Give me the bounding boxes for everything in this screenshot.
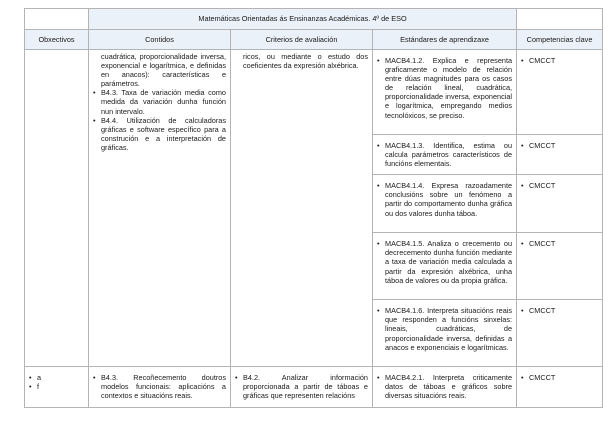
competence-item: • CMCCT — [521, 56, 598, 65]
header-objectives: Obxectivos — [25, 30, 89, 50]
criteria-item: • B4.2. Analizar información proporcionada a partir de táboas e gráficas que representen relacións — [235, 373, 368, 400]
standard-item: • MACB4.2.1. Interpreta criticamente datos de táboas e gráficos sobre diversas situacións reais. — [377, 373, 512, 400]
objectives-cell — [25, 367, 89, 407]
header-competences: Competencias clave — [517, 30, 603, 50]
standard-cell — [373, 175, 517, 233]
contents-list — [93, 88, 226, 152]
standard-cell — [373, 50, 517, 135]
criteria-cell — [231, 367, 373, 407]
objective-item: • f — [29, 382, 84, 391]
standard-cell — [373, 233, 517, 300]
standard-item: • MACB4.1.4. Expresa razoadamente conclusións sobre un fenómeno a partir do comportamento dunha gráfica ou dos valores dunha táboa. — [377, 181, 512, 217]
header-contents: Contidos — [89, 30, 231, 50]
table-row — [25, 50, 603, 135]
table-title: Matemáticas Orientadas ás Ensinanzas Académicas. 4º de ESO — [89, 9, 517, 30]
list-item: • B4.3. Taxa de variación media como medida da variación dunha función nun intervalo. — [93, 88, 226, 115]
standard-item: • MACB4.1.6. Interpreta situacións reais que responden a funcións sinxelas: lineais, cuadráticas, de proporcionalidade inversa, definidas a anacos e exponenciais e logarítmicas. — [377, 306, 512, 351]
list-item: • B4.4. Utilización de calculadoras gráficas e software específico para a construción e a interpretación de gráficas. — [93, 116, 226, 152]
title-row — [25, 9, 603, 30]
competence-item: • CMCCT — [521, 239, 598, 248]
competence-cell — [517, 300, 603, 367]
standard-item: • MACB4.1.2. Explica e representa graficamente o modelo de relación entre dúas magnitudes para os casos de relación lineal, cuadrática, proporcionalidade inversa, exponencial e logarítmica, empregando medios tecnolóxicos, se preciso. — [377, 56, 512, 120]
title-blank-cell — [25, 9, 89, 30]
competence-cell — [517, 175, 603, 233]
list-item: • B4.3. Recoñecemento doutros modelos funcionais: aplicacións a contextos e situacións reais. — [93, 373, 226, 400]
competence-cell — [517, 233, 603, 300]
competence-cell — [517, 367, 603, 407]
competence-item: • CMCCT — [521, 141, 598, 150]
standard-item: • MACB4.1.5. Analiza o crecemento ou decrecemento dunha función mediante a taxa de variación media calculada a partir da expresión alxébrica, unha táboa de valores ou da propia gráfica. — [377, 239, 512, 284]
standard-cell — [373, 300, 517, 367]
objective-item: • a — [29, 373, 84, 382]
competence-cell — [517, 50, 603, 135]
table-row — [25, 367, 603, 407]
competence-item: • CMCCT — [521, 306, 598, 315]
contents-continuation: cuadrática, proporcionalidade inversa, exponencial e logarítmica, e definidas en anacos): características e parámetros. — [101, 52, 226, 89]
standard-cell — [373, 135, 517, 175]
competence-item: • CMCCT — [521, 181, 598, 190]
contents-cell — [89, 367, 231, 407]
competence-cell — [517, 135, 603, 175]
header-criteria: Criterios de avaliación — [231, 30, 373, 50]
curriculum-table — [24, 8, 603, 408]
criteria-cell — [231, 50, 373, 367]
standard-item: • MACB4.1.3. Identifica, estima ou calcula parámetros característicos de funcións elementais. — [377, 141, 512, 168]
standard-cell — [373, 367, 517, 407]
contents-cell — [89, 50, 231, 367]
header-standards: Estándares de aprendizaxe — [373, 30, 517, 50]
title-blank-cell-right — [517, 9, 603, 30]
criteria-continuation: ricos, ou mediante o estudo dos coeficientes da expresión alxébrica. — [243, 52, 368, 71]
header-row — [25, 30, 603, 50]
objectives-cell — [25, 50, 89, 367]
competence-item: • CMCCT — [521, 373, 598, 382]
